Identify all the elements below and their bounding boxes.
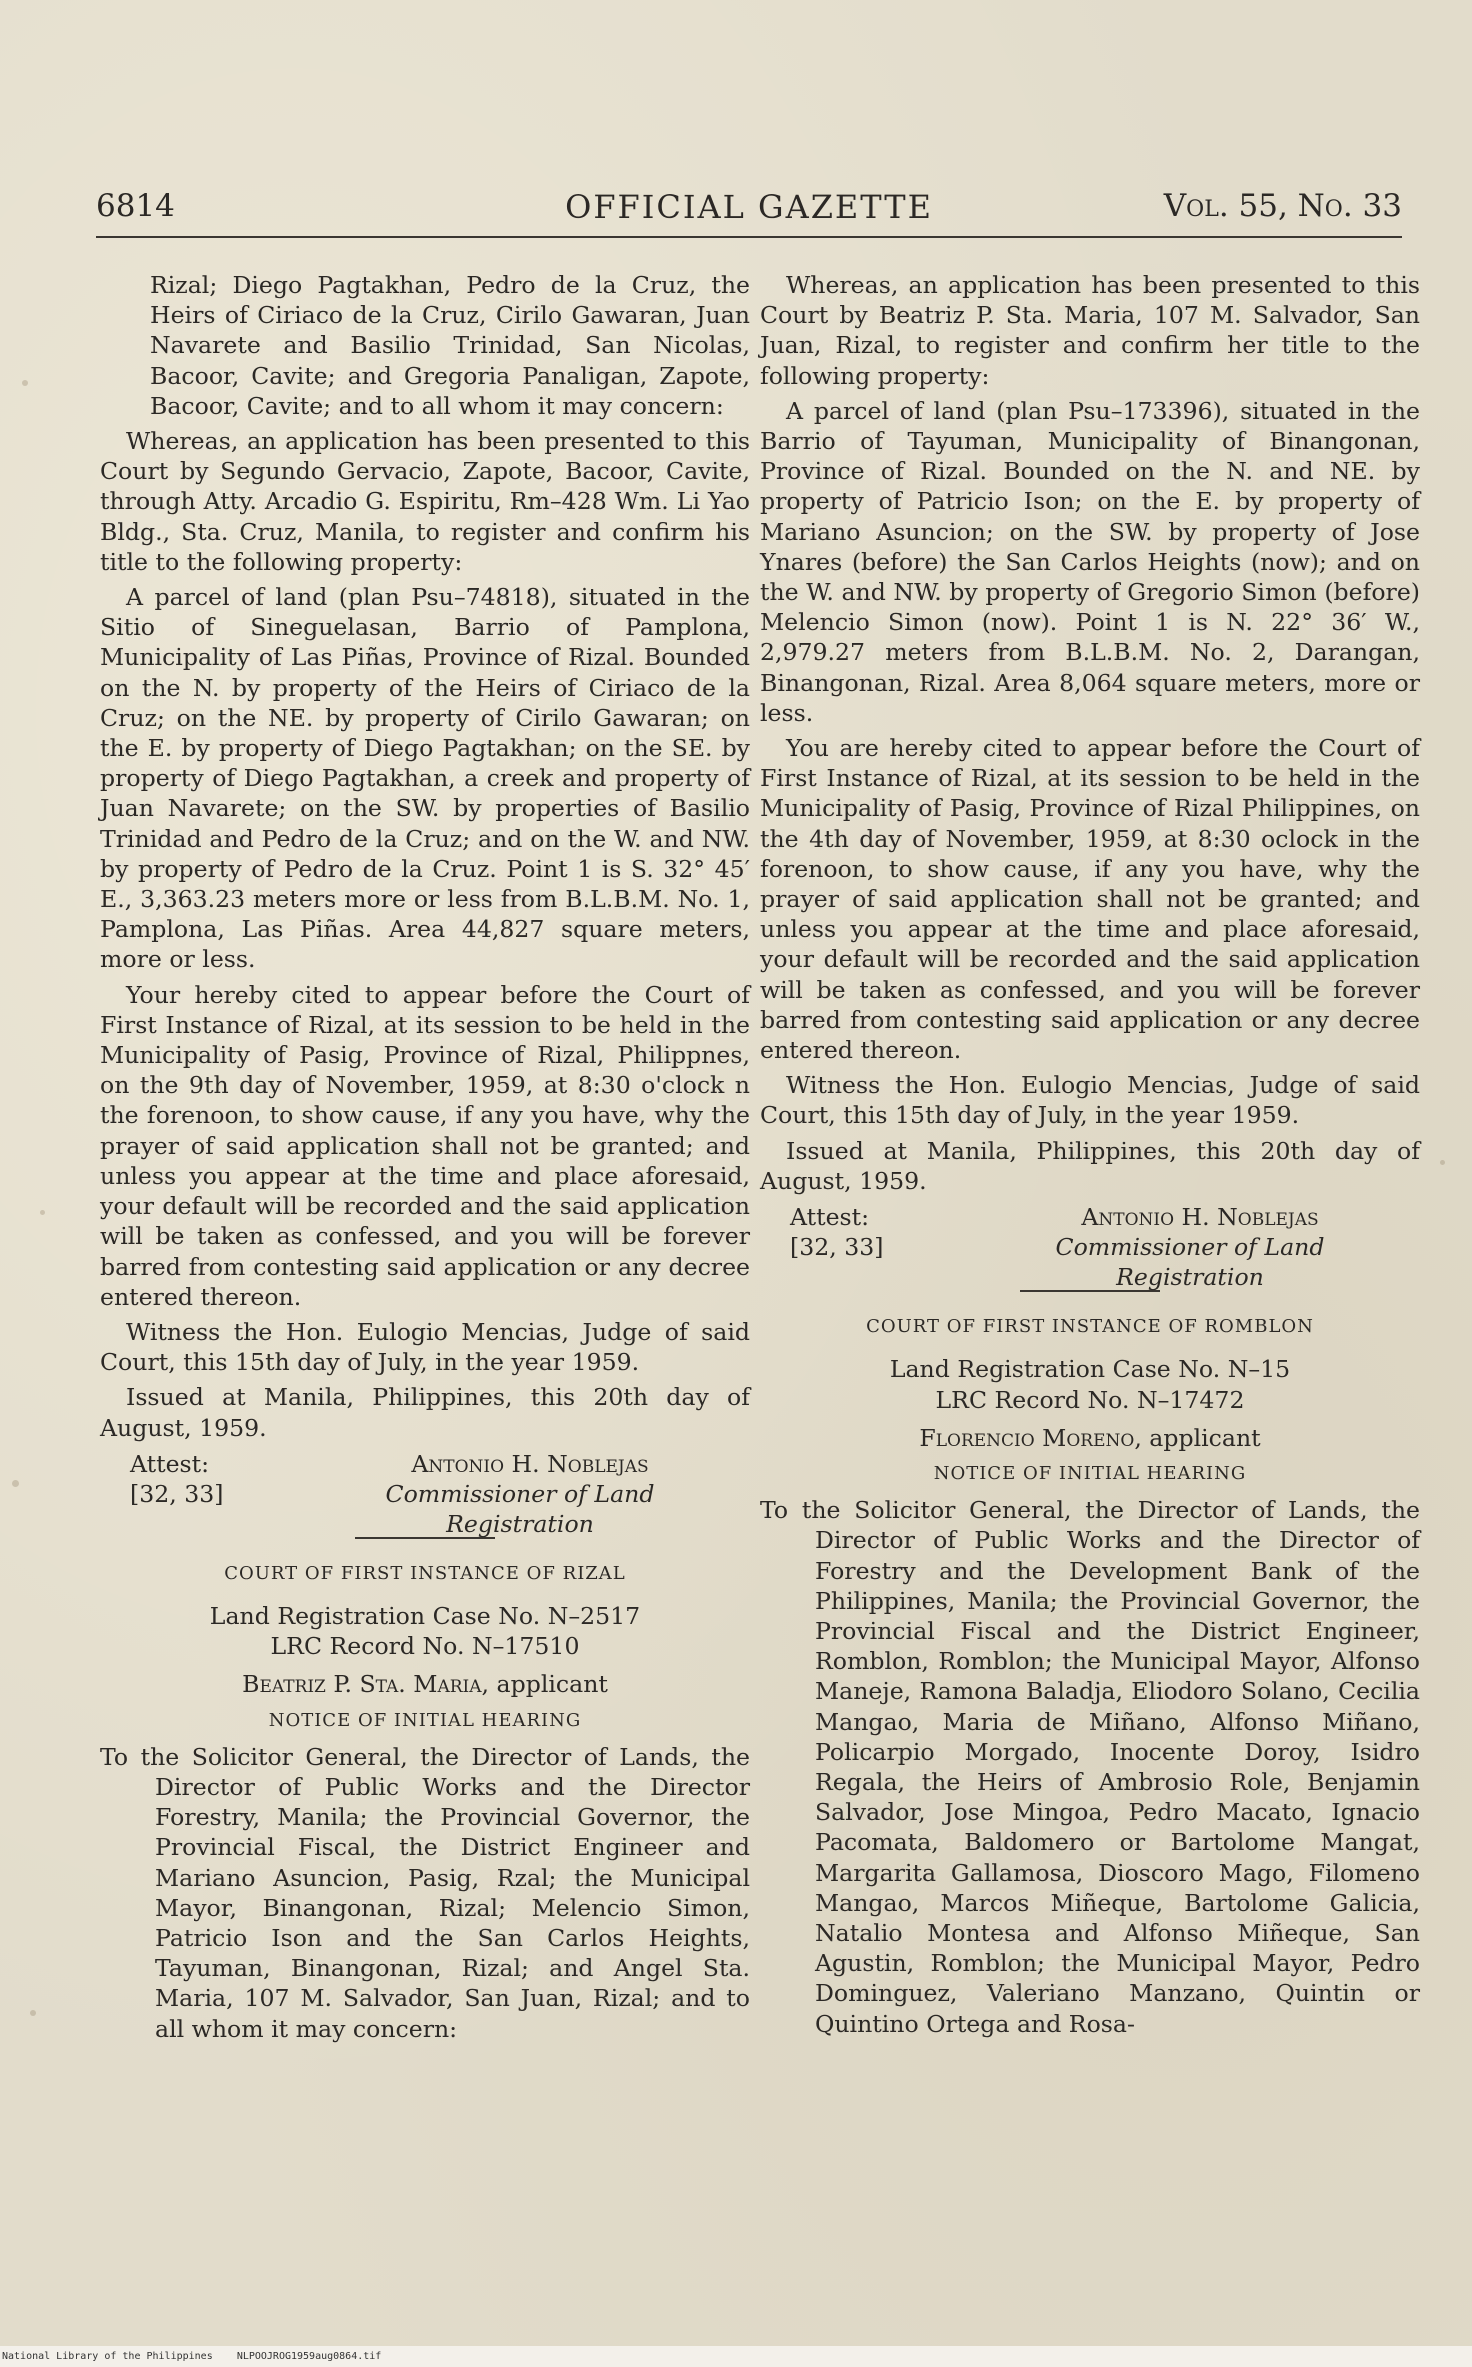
left-parcel-description: A parcel of land (plan Psu–74818), situated in the Sitio of Sineguelasan, Barrio of Pamplona, Municipality of Las Piñas, Province of Rizal. Bounded on the N. by property of the Heirs of Ciriaco de la Cruz; on the NE. by property of Cirilo Gawaran; on the E. by property of Diego Pagtakhan; on the SE. by property of Diego Pagtakhan, a creek and property of Juan Navarete; on the SW. by properties of Basilio Trinidad and Pedro de la Cruz; and on the W. and NW. by property of Pedro de la Cruz. Point 1 is S. 32° 45′ E., 3,363.23 meters more or less from B.L.B.M. No. 1, Pamplona, Las Piñas. Area 44,827 square meters, more or less. bbox=[100, 583, 750, 974]
attest-ref: [32, 33] bbox=[130, 1479, 224, 1508]
page-number: 6814 bbox=[96, 188, 175, 224]
page-header bbox=[96, 188, 1402, 228]
left-column bbox=[100, 270, 750, 2049]
left-attestation bbox=[100, 1449, 750, 1538]
case-number-line: Land Registration Case No. N–2517 bbox=[209, 1601, 641, 1630]
applicant-line bbox=[760, 1423, 1420, 1453]
attest-label: Attest: bbox=[790, 1203, 870, 1232]
right-whereas-paragraph: Whereas, an application has been presented to this Court by Beatriz P. Sta. Maria, 107 M. Salvador, San Juan, Rizal, to register and confirm her title to the following property: bbox=[760, 271, 1420, 390]
attest-label: Attest: bbox=[130, 1449, 210, 1478]
applicant-suffix: , applicant bbox=[481, 1670, 608, 1699]
right-witness-paragraph: Witness the Hon. Eulogio Mencias, Judge of said Court, this 15th day of July, in the year 1959. bbox=[760, 1071, 1420, 1130]
paper-speck bbox=[1440, 1160, 1445, 1165]
notice-heading: NOTICE OF INITIAL HEARING bbox=[268, 1709, 582, 1731]
right-issued-paragraph: Issued at Manila, Philippines, this 20th day of August, 1959. bbox=[760, 1136, 1420, 1195]
right-column bbox=[760, 270, 1420, 2044]
notice-heading: NOTICE OF INITIAL HEARING bbox=[933, 1462, 1247, 1484]
applicant-name: Florencio Moreno bbox=[919, 1423, 1135, 1452]
attest-name: Antonio H. Noblejas bbox=[1081, 1203, 1319, 1232]
footer-source: National Library of the Philippines bbox=[2, 2351, 213, 2362]
attest-name: Antonio H. Noblejas bbox=[411, 1449, 649, 1478]
footer-file: NLPOOJROG1959aug0864.tif bbox=[236, 2351, 382, 2362]
left-addressees-paragraph: To the Solicitor General, the Director of Lands, the Director of Public Works and the Director Forestry, Manila; the Provincial Governor, the Provincial Fiscal, the District Engineer and Mariano Asuncion, Pasig, Rzal; the Municipal Mayor, Binangonan, Rizal; Melencio Simon, Patricio Ison and the San Carlos Heights, Tayuman, Binangonan, Rizal; and Angel Sta. Maria, 107 M. Salvador, San Juan, Rizal; and to all whom it may concern: bbox=[100, 1742, 750, 2043]
attest-title: Commissioner of Land Registration bbox=[1055, 1233, 1325, 1292]
record-number-line: LRC Record No. N–17510 bbox=[270, 1632, 580, 1661]
paper-speck bbox=[22, 380, 28, 386]
right-addressees-paragraph: To the Solicitor General, the Director of Lands, the Director of Public Works and the Director of Forestry and the Development Bank of the Philippines, Manila; the Provincial Governor, the Provincial Fiscal and the District Engineer, Romblon, Romblon; the Municipal Mayor, Alfonso Maneje, Ramona Baladja, Eliodoro Solano, Cecilia Mangao, Maria de Miñano, Alfonso Miñano, Policarpio Morgado, Inocente Doroy, Isidro Regala, the Heirs of Ambrosio Role, Benjamin Salvador, Jose Mingoa, Pedro Macato, Ignacio Pacomata, Baldomero or Bartolome Mangat, Margarita Gallamosa, Dioscoro Mago, Filomeno Mangao, Marcos Miñeque, Bartolome Galicia, Natalio Montesa and Alfonso Miñeque, San Agustin, Romblon; the Municipal Mayor, Pedro Dominguez, Valeriano Manzano, Quintin or Quintino Ortega and Rosa- bbox=[760, 1496, 1420, 2038]
record-number-line: LRC Record No. N–17472 bbox=[935, 1385, 1245, 1414]
header-rule bbox=[96, 236, 1402, 238]
left-addressees-continued: Rizal; Diego Pagtakhan, Pedro de la Cruz, the Heirs of Ciriaco de la Cruz, Cirilo Gawaran, Juan Navarete and Basilio Trinidad, San Nicolas, Bacoor, Cavite; and Gregoria Panaligan, Zapote, Bacoor, Cavite; and to all whom it may concern: bbox=[150, 271, 750, 420]
applicant-name: Beatriz P. Sta. Maria bbox=[242, 1670, 482, 1699]
court-heading-rizal: COURT OF FIRST INSTANCE OF RIZAL bbox=[224, 1562, 626, 1584]
attest-ref: [32, 33] bbox=[790, 1233, 884, 1262]
paper-speck bbox=[12, 1480, 19, 1487]
left-citation-paragraph: Your hereby cited to appear before the Court of First Instance of Rizal, at its session to be held in the Municipality of Pasig, Province of Rizal, Philippnes, on the 9th day of November, 1959, at 8:30 o'clock n the forenoon, to show cause, if any you have, why the prayer of said application shall not be granted; and unless you appear at the time and place aforesaid, your default will be recorded and the said application will be taken as confessed, and you will be forever barred from contesting said application or any decree entered thereon. bbox=[100, 980, 750, 1311]
publication-title: OFFICIAL GAZETTE bbox=[565, 188, 933, 226]
court-heading-romblon: COURT OF FIRST INSTANCE OF ROMBLON bbox=[866, 1316, 1314, 1338]
scan-footer bbox=[2, 2351, 381, 2362]
left-issued-paragraph: Issued at Manila, Philippines, this 20th day of August, 1959. bbox=[100, 1383, 750, 1442]
applicant-suffix: , applicant bbox=[1134, 1423, 1261, 1452]
applicant-line bbox=[100, 1669, 750, 1699]
paper-speck bbox=[30, 2010, 36, 2016]
right-citation-paragraph: You are hereby cited to appear before the Court of First Instance of Rizal, at its session to be held in the Municipality of Pasig, Province of Rizal Philippines, on the 4th day of November, 1959, at 8:30 oclock in the forenoon, to show cause, if any you have, why the prayer of said application shall not be granted; and unless you appear at the time and place aforesaid, your default will be recorded and the said application will be taken as confessed, and you will be forever barred from contesting said application or any decree entered thereon. bbox=[760, 734, 1420, 1065]
case-number-line: Land Registration Case No. N–15 bbox=[889, 1355, 1291, 1384]
left-whereas-paragraph: Whereas, an application has been presented to this Court by Segundo Gervacio, Zapote, Bacoor, Cavite, through Atty. Arcadio G. Espiritu, Rm–428 Wm. Li Yao Bldg., Sta. Cruz, Manila, to register and confirm his title to the following property: bbox=[100, 427, 750, 576]
right-attestation bbox=[760, 1202, 1420, 1292]
volume-number: Vol. 55, No. 33 bbox=[1163, 188, 1402, 224]
left-witness-paragraph: Witness the Hon. Eulogio Mencias, Judge of said Court, this 15th day of July, in the year 1959. bbox=[100, 1317, 750, 1377]
paper-speck bbox=[40, 1210, 45, 1215]
right-parcel-description: A parcel of land (plan Psu–173396), situated in the Barrio of Tayuman, Municipality of Binangonan, Province of Rizal. Bounded on the N. and NE. by property of Patricio Ison; on the E. by property of Mariano Asuncion; on the SW. by property of Jose Ynares (before) the San Carlos Heights (now); and on the W. and NW. by property of Gregorio Simon (before) Melencio Simon (now). Point 1 is N. 22° 36′ W., 2,979.27 meters from B.L.B.M. No. 2, Darangan, Binangonan, Rizal. Area 8,064 square meters, more or less. bbox=[760, 396, 1420, 727]
attest-title: Commissioner of Land Registration bbox=[385, 1479, 655, 1538]
